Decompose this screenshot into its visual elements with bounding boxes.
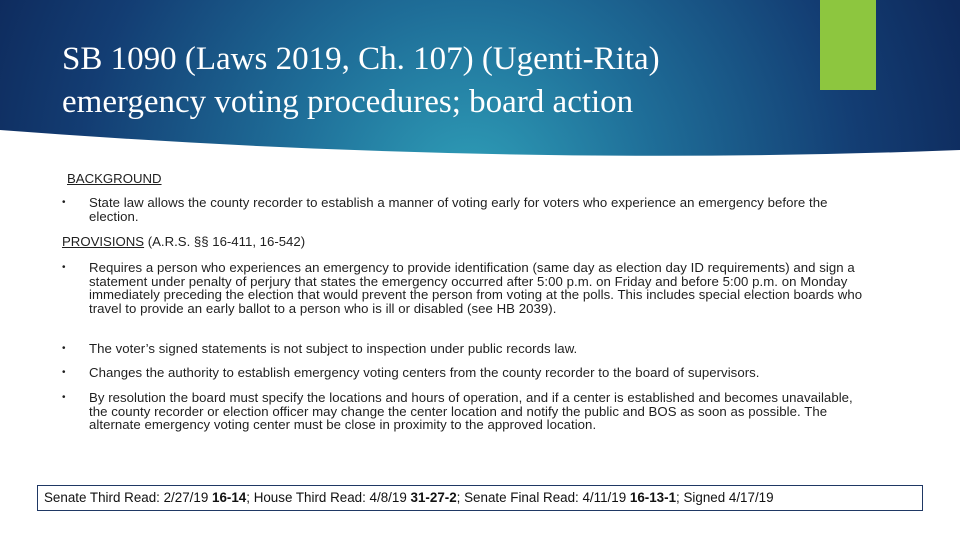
background-heading: BACKGROUND [67,171,162,186]
title-line-2: emergency voting procedures; board action [62,84,634,120]
bullet-glyph: • [62,262,66,273]
bullet-glyph: • [62,197,66,208]
provisions-heading [62,234,305,249]
signed-date: ; Signed 4/17/19 [676,490,774,505]
provision-text-2: The voter’s signed statements is not subject to inspection under public records law. [89,341,578,356]
provisions-heading-label: PROVISIONS [62,234,145,249]
provision-text-1: Requires a person who experiences an emergency to provide identification (same day as election day ID requirements) and sign a statement under penalty of perjury that states the emergency occurred after 5:00 p.m. on Friday and before 5:00 p.m. on Monday immediately preceding the election that would prevent the person from voting at the polls. This includes special election boards who travel to provide an early ballot to a person who is ill or disabled (see HB 2039). [89,260,863,316]
title-line-1: SB 1090 (Laws 2019, Ch. 107) (Ugenti-Rita) [62,41,660,77]
provision-text-3: Changes the authority to establish emergency voting centers from the county recorder to the board of supervisors. [89,365,760,380]
house-third-vote: 31-27-2 [410,490,457,505]
vote-history-box [37,485,923,511]
senate-final-vote: 16-13-1 [629,490,677,505]
bullet-glyph: • [62,392,66,403]
provision-text-4: By resolution the board must specify the locations and hours of operation, and if a center is established and becomes unavailable, the county recorder or election officer may change the center location and notify the public and BOS as soon as possible. The alternate emergency voting center must be close in proximity to the approved location. [89,390,853,432]
house-third-read: ; House Third Read: 4/8/19 [246,490,411,505]
bullet-glyph: • [62,367,66,378]
bullet-glyph: • [62,343,66,354]
senate-third-vote: 16-14 [212,490,247,505]
provisions-citation: (A.R.S. §§ 16-411, 16-542) [144,234,306,249]
senate-final-read: ; Senate Final Read: 4/11/19 [456,490,630,505]
background-bullet-text: State law allows the county recorder to establish a manner of voting early for voters who experience an emergency before the election. [89,195,828,224]
senate-third-read: Senate Third Read: 2/27/19 [44,490,212,505]
